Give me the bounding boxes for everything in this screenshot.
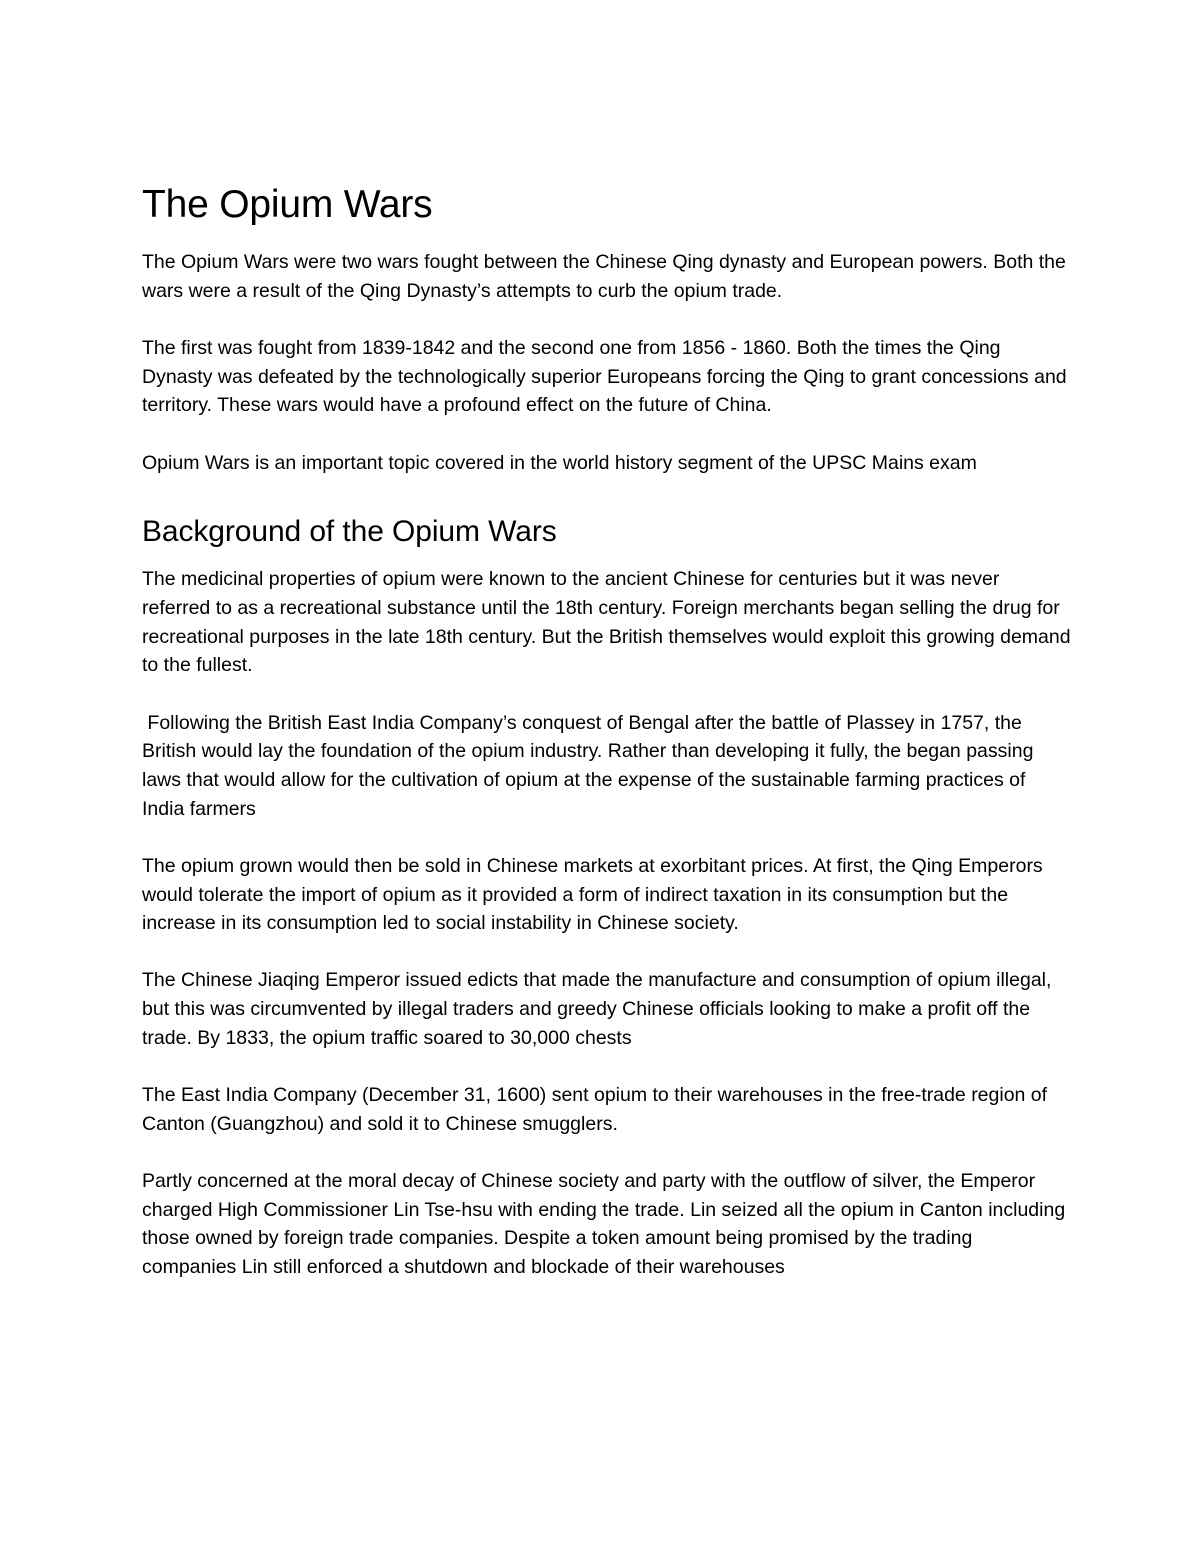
document-body: [142, 178, 1072, 1282]
intro-paragraph: The first was fought from 1839-1842 and the second one from 1856 - 1860. Both the times the Qing Dynasty was defeated by the technologically superior Europeans forcing the Qing to grant concessions and territory. These wars would have a profound effect on the future of China.: [142, 336, 1067, 417]
spacer: [142, 232, 1072, 248]
spacer: [142, 420, 1072, 449]
spacer: [142, 477, 1072, 512]
section-heading: Background of the Opium Wars: [142, 515, 557, 549]
spacer: [142, 552, 1072, 565]
spacer: [142, 680, 1072, 709]
spacer: [142, 1053, 1072, 1082]
section-paragraph: The Chinese Jiaqing Emperor issued edicts that made the manufacture and consumption of opium illegal, but this was circumvented by illegal traders and greedy Chinese officials looking to make a profit off the trade. By 1833, the opium traffic soared to 30,000 chests: [142, 969, 1052, 1049]
spacer: [142, 305, 1072, 334]
section-paragraph: The medicinal properties of opium were known to the ancient Chinese for centuries but it was never referred to as a recreational substance until the 18th century. Foreign merchants began selling the drug for recreational purposes in the late 18th century. But the British themselves would exploit this growing demand to the fullest.: [142, 568, 1071, 677]
spacer: [142, 823, 1072, 852]
intro-paragraph: Opium Wars is an important topic covered in the world history segment of the UPSC Mains exam: [142, 451, 977, 474]
section-paragraph: Following the British East India Company’s conquest of Bengal after the battle of Plassey in 1757, the British would lay the foundation of the opium industry. Rather than developing it fully, the began passing laws that would allow for the cultivation of opium at the expense of the sustainable farming practices of India farmers: [142, 711, 1039, 820]
section-paragraph: The opium grown would then be sold in Chinese markets at exorbitant prices. At first, the Qing Emperors would tolerate the import of opium as it provided a form of indirect taxation in its consumption but the increase in its consumption led to social instability in Chinese society.: [142, 854, 1043, 935]
section-paragraph: The East India Company (December 31, 1600) sent opium to their warehouses in the free-trade region of Canton (Guangzhou) and sold it to Chinese smugglers.: [142, 1084, 1048, 1135]
document-title: The Opium Wars: [142, 183, 433, 226]
section-paragraph: Partly concerned at the moral decay of Chinese society and party with the outflow of silver, the Emperor charged High Commissioner Lin Tse-hsu with ending the trade. Lin seized all the opium in Canton including those owned by foreign trade companies. Despite a token amount being promised by the trading companies Lin still enforced a shutdown and blockade of their warehouses: [142, 1169, 1066, 1279]
spacer: [142, 1138, 1072, 1167]
intro-paragraph: The Opium Wars were two wars fought between the Chinese Qing dynasty and European powers. Both the wars were a result of the Qing Dynasty’s attempts to curb the opium trade.: [142, 251, 1066, 302]
spacer: [142, 938, 1072, 967]
